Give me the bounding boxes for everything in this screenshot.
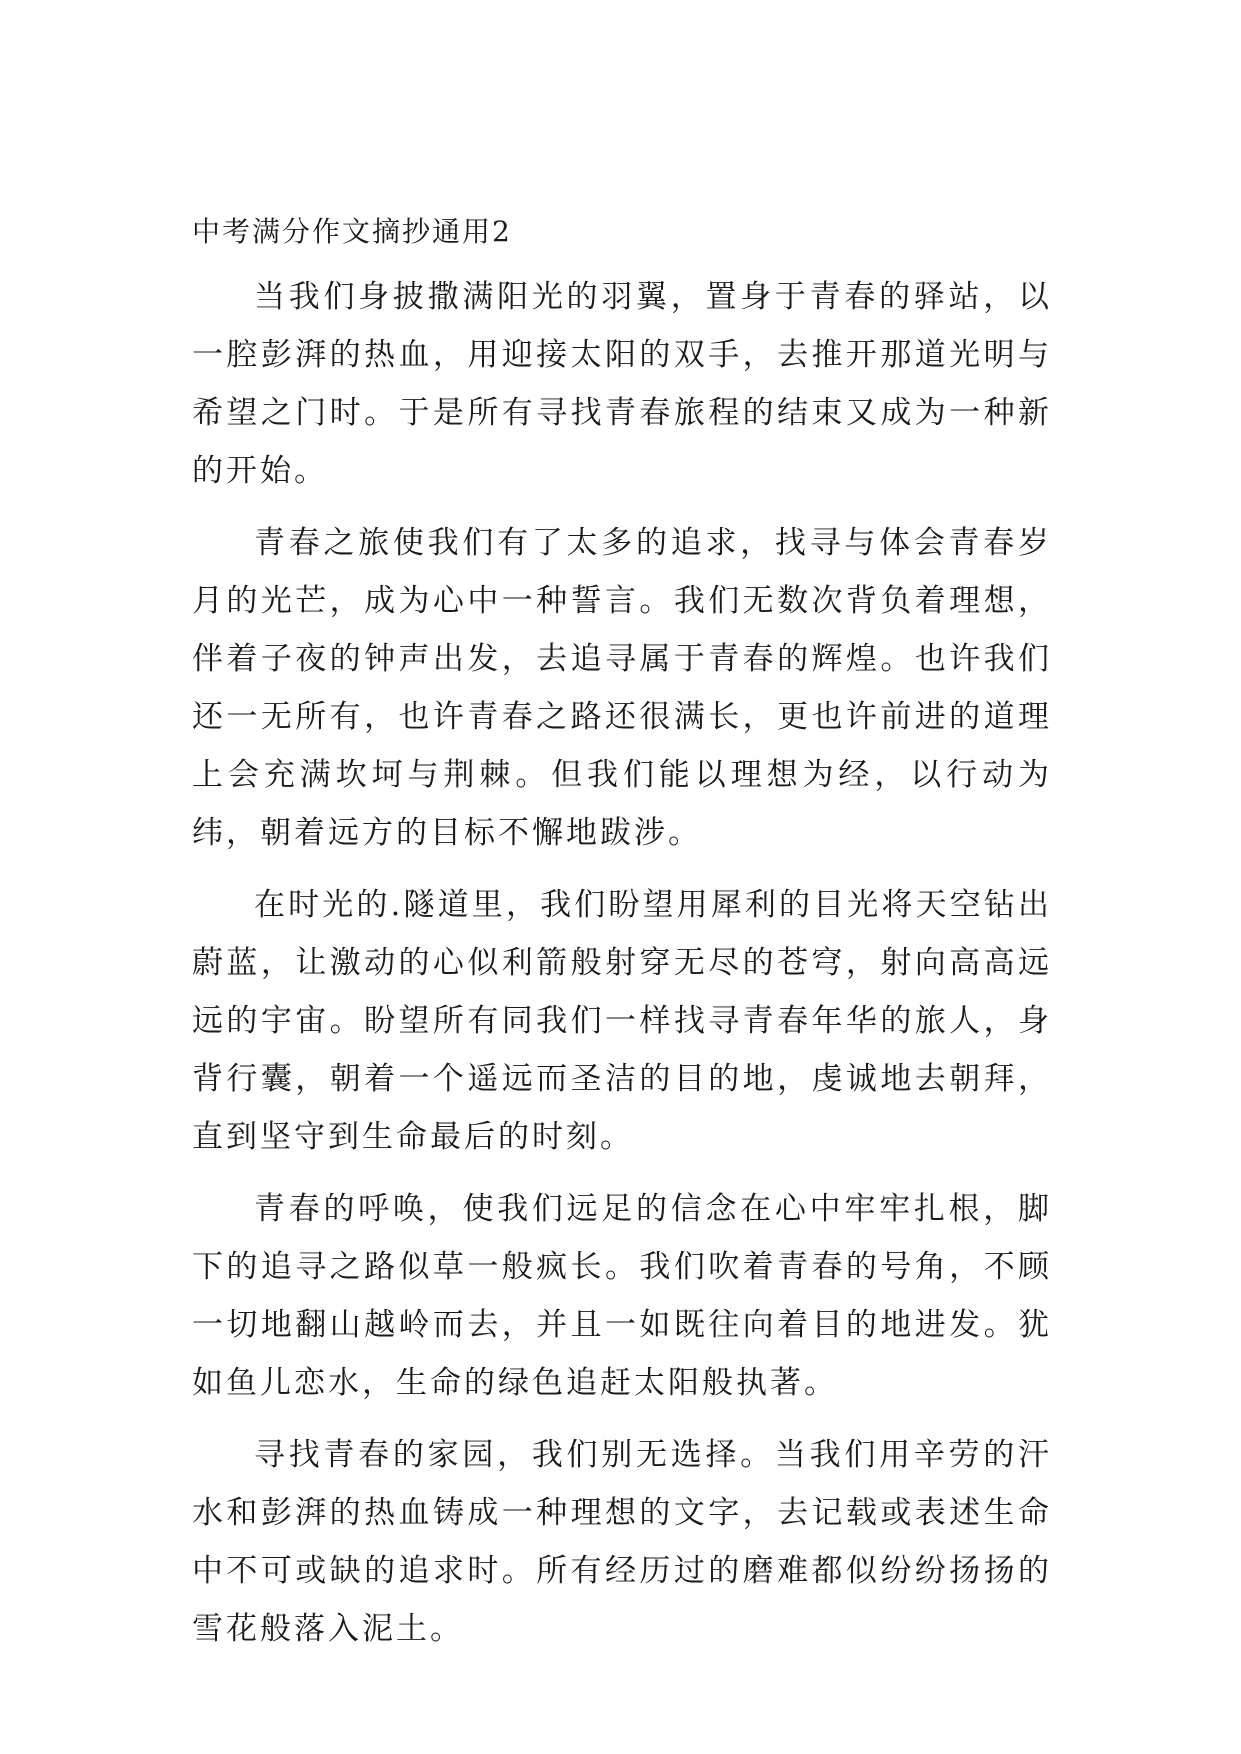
paragraph-3: 在时光的.隧道里，我们盼望用犀利的目光将天空钻出蔚蓝，让激动的心似利箭般射穿无尽的苍穹，射向高高远远的宇宙。盼望所有同我们一样找寻青春年华的旅人，身背行囊，朝着一个遥远而圣洁的目的地，虔诚地去朝拜，直到坚守到生命最后的时刻。: [192, 887, 1052, 1155]
paragraph-1: 当我们身披撒满阳光的羽翼，置身于青春的驿站，以一腔彭湃的热血，用迎接太阳的双手，去推开那道光明与希望之门时。于是所有寻找青春旅程的结束又成为一种新的开始。: [192, 279, 1052, 489]
paragraph-5: 寻找青春的家园，我们别无选择。当我们用辛劳的汗水和彭湃的热血铸成一种理想的文字，去记载或表述生命中不可或缺的追求时。所有经历过的磨难都似纷纷扬扬的雪花般落入泥土。: [192, 1437, 1052, 1647]
paragraph-4: 青春的呼唤，使我们远足的信念在心中牢牢扎根，脚下的追寻之路似草一般疯长。我们吹着青春的号角，不顾一切地翻山越岭而去，并且一如既往向着目的地进发。犹如鱼儿恋水，生命的绿色追赶太阳般执著。: [192, 1191, 1052, 1401]
paragraph-2: 青春之旅使我们有了太多的追求，找寻与体会青春岁月的光芒，成为心中一种誓言。我们无数次背负着理想，伴着子夜的钟声出发，去追寻属于青春的辉煌。也许我们还一无所有，也许青春之路还很满长，更也许前进的道理上会充满坎坷与荆棘。但我们能以理想为经，以行动为纬，朝着远方的目标不懈地跋涉。: [192, 525, 1052, 851]
document-page: [192, 214, 1052, 1672]
document-title: 中考满分作文摘抄通用2: [192, 215, 512, 248]
